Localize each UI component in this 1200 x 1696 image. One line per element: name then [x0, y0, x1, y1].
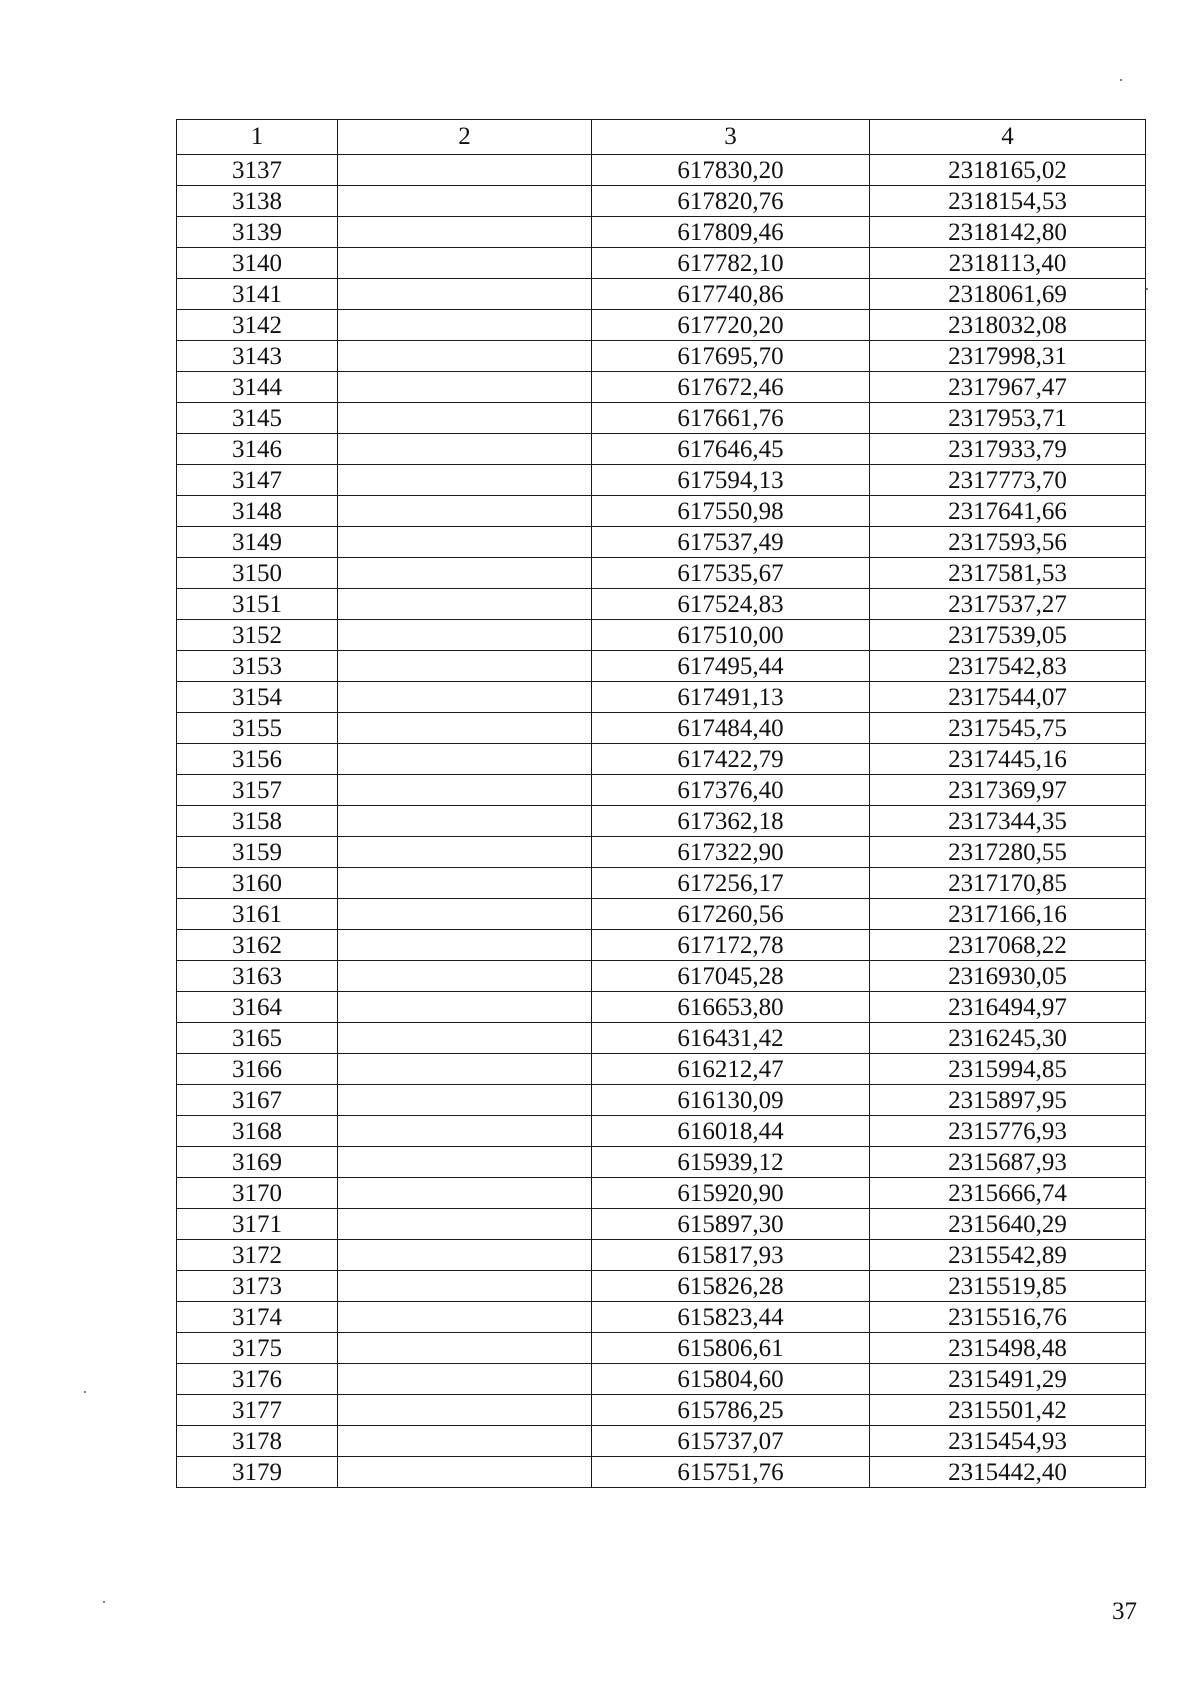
- point-number-cell: 3155: [177, 713, 338, 744]
- description-cell: [338, 217, 592, 248]
- table-row: [177, 248, 1146, 279]
- table-row: [177, 217, 1146, 248]
- point-number-cell: 3152: [177, 620, 338, 651]
- description-cell: [338, 868, 592, 899]
- y-coordinate-cell: 2315542,89: [870, 1240, 1146, 1271]
- description-cell: [338, 1147, 592, 1178]
- y-coordinate-cell: 2316930,05: [870, 961, 1146, 992]
- point-number-cell: 3142: [177, 310, 338, 341]
- y-coordinate-cell: 2315454,93: [870, 1426, 1146, 1457]
- x-coordinate-cell: 617510,00: [592, 620, 870, 651]
- coordinates-table: [176, 119, 1146, 1488]
- table-row: [177, 806, 1146, 837]
- x-coordinate-cell: 615817,93: [592, 1240, 870, 1271]
- table-row: [177, 1054, 1146, 1085]
- point-number-cell: 3179: [177, 1457, 338, 1488]
- description-cell: [338, 1271, 592, 1302]
- y-coordinate-cell: 2317545,75: [870, 713, 1146, 744]
- point-number-cell: 3151: [177, 589, 338, 620]
- point-number-cell: 3143: [177, 341, 338, 372]
- description-cell: [338, 589, 592, 620]
- point-number-cell: 3150: [177, 558, 338, 589]
- table-row: [177, 1116, 1146, 1147]
- x-coordinate-cell: 615897,30: [592, 1209, 870, 1240]
- table-row: [177, 1333, 1146, 1364]
- description-cell: [338, 1085, 592, 1116]
- x-coordinate-cell: 615939,12: [592, 1147, 870, 1178]
- y-coordinate-cell: 2315501,42: [870, 1395, 1146, 1426]
- page-number: 37: [1112, 1598, 1137, 1625]
- x-coordinate-cell: 617422,79: [592, 744, 870, 775]
- description-cell: [338, 310, 592, 341]
- x-coordinate-cell: 617550,98: [592, 496, 870, 527]
- y-coordinate-cell: 2317593,56: [870, 527, 1146, 558]
- table-row: [177, 589, 1146, 620]
- point-number-cell: 3146: [177, 434, 338, 465]
- x-coordinate-cell: 617495,44: [592, 651, 870, 682]
- y-coordinate-cell: 2315687,93: [870, 1147, 1146, 1178]
- x-coordinate-cell: 617820,76: [592, 186, 870, 217]
- description-cell: [338, 1178, 592, 1209]
- point-number-cell: 3172: [177, 1240, 338, 1271]
- x-coordinate-cell: 617256,17: [592, 868, 870, 899]
- description-cell: [338, 775, 592, 806]
- point-number-cell: 3160: [177, 868, 338, 899]
- point-number-cell: 3153: [177, 651, 338, 682]
- table-row: [177, 1147, 1146, 1178]
- table-row: [177, 744, 1146, 775]
- point-number-cell: 3137: [177, 155, 338, 186]
- x-coordinate-cell: 615786,25: [592, 1395, 870, 1426]
- description-cell: [338, 434, 592, 465]
- description-cell: [338, 465, 592, 496]
- description-cell: [338, 1395, 592, 1426]
- description-cell: [338, 682, 592, 713]
- column-header-3: 3: [592, 120, 870, 155]
- description-cell: [338, 1364, 592, 1395]
- point-number-cell: 3166: [177, 1054, 338, 1085]
- column-header-1: 1: [177, 120, 338, 155]
- point-number-cell: 3178: [177, 1426, 338, 1457]
- x-coordinate-cell: 615826,28: [592, 1271, 870, 1302]
- table-row: [177, 1178, 1146, 1209]
- description-cell: [338, 992, 592, 1023]
- table-row: [177, 403, 1146, 434]
- point-number-cell: 3149: [177, 527, 338, 558]
- x-coordinate-cell: 617782,10: [592, 248, 870, 279]
- y-coordinate-cell: 2316245,30: [870, 1023, 1146, 1054]
- y-coordinate-cell: 2317166,16: [870, 899, 1146, 930]
- table-row: [177, 155, 1146, 186]
- column-header-4: 4: [870, 120, 1146, 155]
- point-number-cell: 3169: [177, 1147, 338, 1178]
- table-row: [177, 341, 1146, 372]
- description-cell: [338, 930, 592, 961]
- description-cell: [338, 1302, 592, 1333]
- point-number-cell: 3164: [177, 992, 338, 1023]
- column-header-2: 2: [338, 120, 592, 155]
- table-row: [177, 682, 1146, 713]
- table-row: [177, 465, 1146, 496]
- table-row: [177, 1457, 1146, 1488]
- x-coordinate-cell: 617491,13: [592, 682, 870, 713]
- point-number-cell: 3145: [177, 403, 338, 434]
- table-row: [177, 434, 1146, 465]
- point-number-cell: 3140: [177, 248, 338, 279]
- table-row: [177, 1240, 1146, 1271]
- y-coordinate-cell: 2316494,97: [870, 992, 1146, 1023]
- point-number-cell: 3176: [177, 1364, 338, 1395]
- table-row: [177, 1426, 1146, 1457]
- y-coordinate-cell: 2317998,31: [870, 341, 1146, 372]
- point-number-cell: 3141: [177, 279, 338, 310]
- point-number-cell: 3171: [177, 1209, 338, 1240]
- x-coordinate-cell: 617720,20: [592, 310, 870, 341]
- table-row: [177, 558, 1146, 589]
- table-row: [177, 310, 1146, 341]
- x-coordinate-cell: 617260,56: [592, 899, 870, 930]
- description-cell: [338, 558, 592, 589]
- table-row: [177, 186, 1146, 217]
- scan-speck: [103, 1601, 105, 1603]
- x-coordinate-cell: 617484,40: [592, 713, 870, 744]
- point-number-cell: 3156: [177, 744, 338, 775]
- y-coordinate-cell: 2318113,40: [870, 248, 1146, 279]
- description-cell: [338, 1023, 592, 1054]
- point-number-cell: 3158: [177, 806, 338, 837]
- y-coordinate-cell: 2317280,55: [870, 837, 1146, 868]
- y-coordinate-cell: 2317539,05: [870, 620, 1146, 651]
- x-coordinate-cell: 617594,13: [592, 465, 870, 496]
- y-coordinate-cell: 2317544,07: [870, 682, 1146, 713]
- point-number-cell: 3159: [177, 837, 338, 868]
- y-coordinate-cell: 2315516,76: [870, 1302, 1146, 1333]
- table-row: [177, 279, 1146, 310]
- point-number-cell: 3154: [177, 682, 338, 713]
- y-coordinate-cell: 2317537,27: [870, 589, 1146, 620]
- x-coordinate-cell: 617322,90: [592, 837, 870, 868]
- description-cell: [338, 155, 592, 186]
- point-number-cell: 3167: [177, 1085, 338, 1116]
- x-coordinate-cell: 615737,07: [592, 1426, 870, 1457]
- y-coordinate-cell: 2317967,47: [870, 372, 1146, 403]
- description-cell: [338, 248, 592, 279]
- table-row: [177, 775, 1146, 806]
- y-coordinate-cell: 2315994,85: [870, 1054, 1146, 1085]
- x-coordinate-cell: 616130,09: [592, 1085, 870, 1116]
- x-coordinate-cell: 617830,20: [592, 155, 870, 186]
- description-cell: [338, 961, 592, 992]
- y-coordinate-cell: 2315491,29: [870, 1364, 1146, 1395]
- y-coordinate-cell: 2317369,97: [870, 775, 1146, 806]
- description-cell: [338, 1426, 592, 1457]
- x-coordinate-cell: 616212,47: [592, 1054, 870, 1085]
- y-coordinate-cell: 2317344,35: [870, 806, 1146, 837]
- x-coordinate-cell: 617535,67: [592, 558, 870, 589]
- y-coordinate-cell: 2317933,79: [870, 434, 1146, 465]
- description-cell: [338, 341, 592, 372]
- point-number-cell: 3148: [177, 496, 338, 527]
- table-row: [177, 496, 1146, 527]
- y-coordinate-cell: 2315776,93: [870, 1116, 1146, 1147]
- y-coordinate-cell: 2317445,16: [870, 744, 1146, 775]
- description-cell: [338, 403, 592, 434]
- y-coordinate-cell: 2318032,08: [870, 310, 1146, 341]
- description-cell: [338, 279, 592, 310]
- x-coordinate-cell: 617172,78: [592, 930, 870, 961]
- table-row: [177, 899, 1146, 930]
- point-number-cell: 3144: [177, 372, 338, 403]
- scan-speck: [84, 1391, 86, 1393]
- description-cell: [338, 806, 592, 837]
- point-number-cell: 3162: [177, 930, 338, 961]
- table-row: [177, 372, 1146, 403]
- description-cell: [338, 1116, 592, 1147]
- description-cell: [338, 713, 592, 744]
- x-coordinate-cell: 617646,45: [592, 434, 870, 465]
- y-coordinate-cell: 2318061,69: [870, 279, 1146, 310]
- table-row: [177, 1085, 1146, 1116]
- table-header-row: [177, 120, 1146, 155]
- x-coordinate-cell: 617672,46: [592, 372, 870, 403]
- x-coordinate-cell: 615920,90: [592, 1178, 870, 1209]
- description-cell: [338, 527, 592, 558]
- table-body: [177, 155, 1146, 1488]
- x-coordinate-cell: 617362,18: [592, 806, 870, 837]
- point-number-cell: 3147: [177, 465, 338, 496]
- y-coordinate-cell: 2317773,70: [870, 465, 1146, 496]
- y-coordinate-cell: 2315666,74: [870, 1178, 1146, 1209]
- y-coordinate-cell: 2315442,40: [870, 1457, 1146, 1488]
- table-row: [177, 992, 1146, 1023]
- point-number-cell: 3161: [177, 899, 338, 930]
- y-coordinate-cell: 2318165,02: [870, 155, 1146, 186]
- table-row: [177, 1302, 1146, 1333]
- table-row: [177, 713, 1146, 744]
- x-coordinate-cell: 617661,76: [592, 403, 870, 434]
- point-number-cell: 3168: [177, 1116, 338, 1147]
- x-coordinate-cell: 617537,49: [592, 527, 870, 558]
- description-cell: [338, 651, 592, 682]
- x-coordinate-cell: 617376,40: [592, 775, 870, 806]
- y-coordinate-cell: 2315640,29: [870, 1209, 1146, 1240]
- x-coordinate-cell: 617524,83: [592, 589, 870, 620]
- x-coordinate-cell: 616431,42: [592, 1023, 870, 1054]
- table-row: [177, 1364, 1146, 1395]
- scan-speck: [1120, 79, 1122, 81]
- description-cell: [338, 899, 592, 930]
- y-coordinate-cell: 2315519,85: [870, 1271, 1146, 1302]
- table-row: [177, 1395, 1146, 1426]
- x-coordinate-cell: 616018,44: [592, 1116, 870, 1147]
- x-coordinate-cell: 617045,28: [592, 961, 870, 992]
- x-coordinate-cell: 617740,86: [592, 279, 870, 310]
- x-coordinate-cell: 616653,80: [592, 992, 870, 1023]
- point-number-cell: 3139: [177, 217, 338, 248]
- description-cell: [338, 1333, 592, 1364]
- point-number-cell: 3157: [177, 775, 338, 806]
- y-coordinate-cell: 2318154,53: [870, 186, 1146, 217]
- point-number-cell: 3163: [177, 961, 338, 992]
- description-cell: [338, 186, 592, 217]
- x-coordinate-cell: 615751,76: [592, 1457, 870, 1488]
- table-row: [177, 930, 1146, 961]
- description-cell: [338, 1054, 592, 1085]
- point-number-cell: 3165: [177, 1023, 338, 1054]
- table-row: [177, 868, 1146, 899]
- description-cell: [338, 372, 592, 403]
- point-number-cell: 3174: [177, 1302, 338, 1333]
- table-row: [177, 837, 1146, 868]
- y-coordinate-cell: 2317581,53: [870, 558, 1146, 589]
- point-number-cell: 3138: [177, 186, 338, 217]
- description-cell: [338, 1457, 592, 1488]
- y-coordinate-cell: 2317170,85: [870, 868, 1146, 899]
- table-row: [177, 620, 1146, 651]
- y-coordinate-cell: 2317068,22: [870, 930, 1146, 961]
- y-coordinate-cell: 2317641,66: [870, 496, 1146, 527]
- point-number-cell: 3170: [177, 1178, 338, 1209]
- x-coordinate-cell: 617695,70: [592, 341, 870, 372]
- point-number-cell: 3173: [177, 1271, 338, 1302]
- table-row: [177, 651, 1146, 682]
- point-number-cell: 3177: [177, 1395, 338, 1426]
- y-coordinate-cell: 2317953,71: [870, 403, 1146, 434]
- scan-speck: [1146, 288, 1148, 290]
- x-coordinate-cell: 617809,46: [592, 217, 870, 248]
- y-coordinate-cell: 2315498,48: [870, 1333, 1146, 1364]
- table-row: [177, 1023, 1146, 1054]
- y-coordinate-cell: 2315897,95: [870, 1085, 1146, 1116]
- x-coordinate-cell: 615804,60: [592, 1364, 870, 1395]
- x-coordinate-cell: 615823,44: [592, 1302, 870, 1333]
- description-cell: [338, 1240, 592, 1271]
- description-cell: [338, 837, 592, 868]
- y-coordinate-cell: 2317542,83: [870, 651, 1146, 682]
- description-cell: [338, 620, 592, 651]
- table-row: [177, 1271, 1146, 1302]
- description-cell: [338, 496, 592, 527]
- table-row: [177, 527, 1146, 558]
- point-number-cell: 3175: [177, 1333, 338, 1364]
- table-row: [177, 1209, 1146, 1240]
- description-cell: [338, 744, 592, 775]
- y-coordinate-cell: 2318142,80: [870, 217, 1146, 248]
- table-row: [177, 961, 1146, 992]
- description-cell: [338, 1209, 592, 1240]
- x-coordinate-cell: 615806,61: [592, 1333, 870, 1364]
